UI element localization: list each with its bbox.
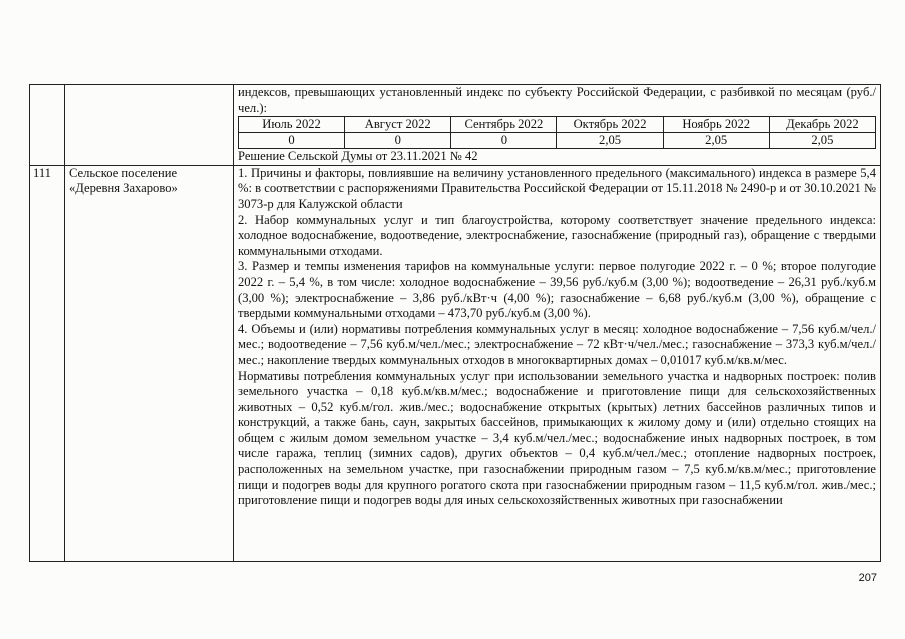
month-header: Август 2022 [345, 117, 451, 133]
cell-content [234, 85, 881, 166]
months-table [238, 116, 876, 149]
cell-number-empty [30, 85, 65, 166]
cell-content [234, 165, 881, 561]
month-header: Июль 2022 [239, 117, 345, 133]
paragraph: Нормативы потребления коммунальных услуг при использовании земельного участка и надворных построек: полив земельного участка – 0,18 куб.м/кв.м/мес.; водоснабжение и приготовление пищи для сельскохозяйственных животных – 0,52 куб.м/гол. жив./мес.; водоснабжение открытых (крытых) летних бассейнов различных типов и конструкций, а также бань, саун, закрытых бассейнов, примыкающих к жилому дому и (или) отдельно стоящих на общем с жилым домом земельном участке – 3,4 куб.м/чел./мес.; водоснабжение иных надворных построек, в том числе гаража, теплиц (зимних садов), других объектов – 0,4 куб.м/чел./мес.; отопление надворных построек, расположенных на земельном участке, при газоснабжении природным газом – 7,5 куб.м/кв.м/мес.; приготовление пищи и подогрев воды для крупного рогатого скота при газоснабжении природным газом – 11,5 куб.м/гол. жив./мес.; приготовление пищи и подогрев воды для иных сельскохозяйственных животных при газоснабжении [238, 368, 876, 508]
paragraph: 1. Причины и факторы, повлиявшие на величину установленного предельного (максимального) индекса в размере 5,4 %: в соответствии с распоряжениями Правительства Российской Федерации от 15.11.2018 № 2490-р и от 30.10.2021 № 3073-р для Калужской области [238, 165, 876, 211]
table-row-111 [30, 165, 881, 561]
intro-text: индексов, превышающих установленный индекс по субъекту Российской Федерации, с разбивкой по месяцам (руб./чел.): [238, 85, 876, 115]
paragraph: 3. Размер и темпы изменения тарифов на коммунальные услуги: первое полугодие 2022 г. – 0 %; второе полугодие 2022 г. – 5,4 %, в том числе: холодное водоснабжение – 39,56 руб./куб.м (3,00 %); водоотведение – 26,31 руб./куб.м (3,00 %); электроснабжение – 3,86 руб./кВт·ч (4,00 %); газоснабжение – 6,68 руб./куб.м (3,00 %), обращение с твердыми коммунальными отходами – 473,70 руб./куб.м (3,00 %). [238, 259, 876, 321]
month-value: 2,05 [663, 133, 769, 149]
data-table [29, 84, 881, 562]
month-header: Ноябрь 2022 [663, 117, 769, 133]
table-row-continuation [30, 85, 881, 166]
month-value: 2,05 [557, 133, 663, 149]
paragraph: 2. Набор коммунальных услуг и тип благоустройства, которому соответствует значение предельного индекса: холодное водоснабжение, водоотведение, электроснабжение, газоснабжение (природный газ), обращение с твердыми коммунальными отходами. [238, 212, 876, 258]
months-header-row [239, 117, 876, 133]
row-number: 111 [30, 165, 65, 561]
decision-text: Решение Сельской Думы от 23.11.2021 № 42 [238, 149, 478, 164]
month-value: 0 [451, 133, 557, 149]
paragraph: 4. Объемы и (или) нормативы потребления коммунальных услуг в месяц: холодное водоснабжение – 7,56 куб.м/чел./мес.; водоотведение – 7,56 куб.м/чел./мес.; электроснабжение – 72 кВт·ч/чел./мес.; газоснабжение – 373,3 куб.м/чел./мес.; накопление твердых коммунальных отходов в многоквартирных домах – 0,01017 куб.м/кв.м/мес. [238, 321, 876, 367]
month-header: Декабрь 2022 [769, 117, 875, 133]
months-values-row [239, 133, 876, 149]
content-block [238, 166, 876, 561]
page-number: 207 [858, 572, 877, 584]
month-header: Сентябрь 2022 [451, 117, 557, 133]
month-value: 0 [345, 133, 451, 149]
month-value: 2,05 [769, 133, 875, 149]
month-value: 0 [239, 133, 345, 149]
settlement-name: Сельское поселение «Деревня Захарово» [65, 165, 234, 561]
cell-settlement-empty [65, 85, 234, 166]
month-header: Октябрь 2022 [557, 117, 663, 133]
